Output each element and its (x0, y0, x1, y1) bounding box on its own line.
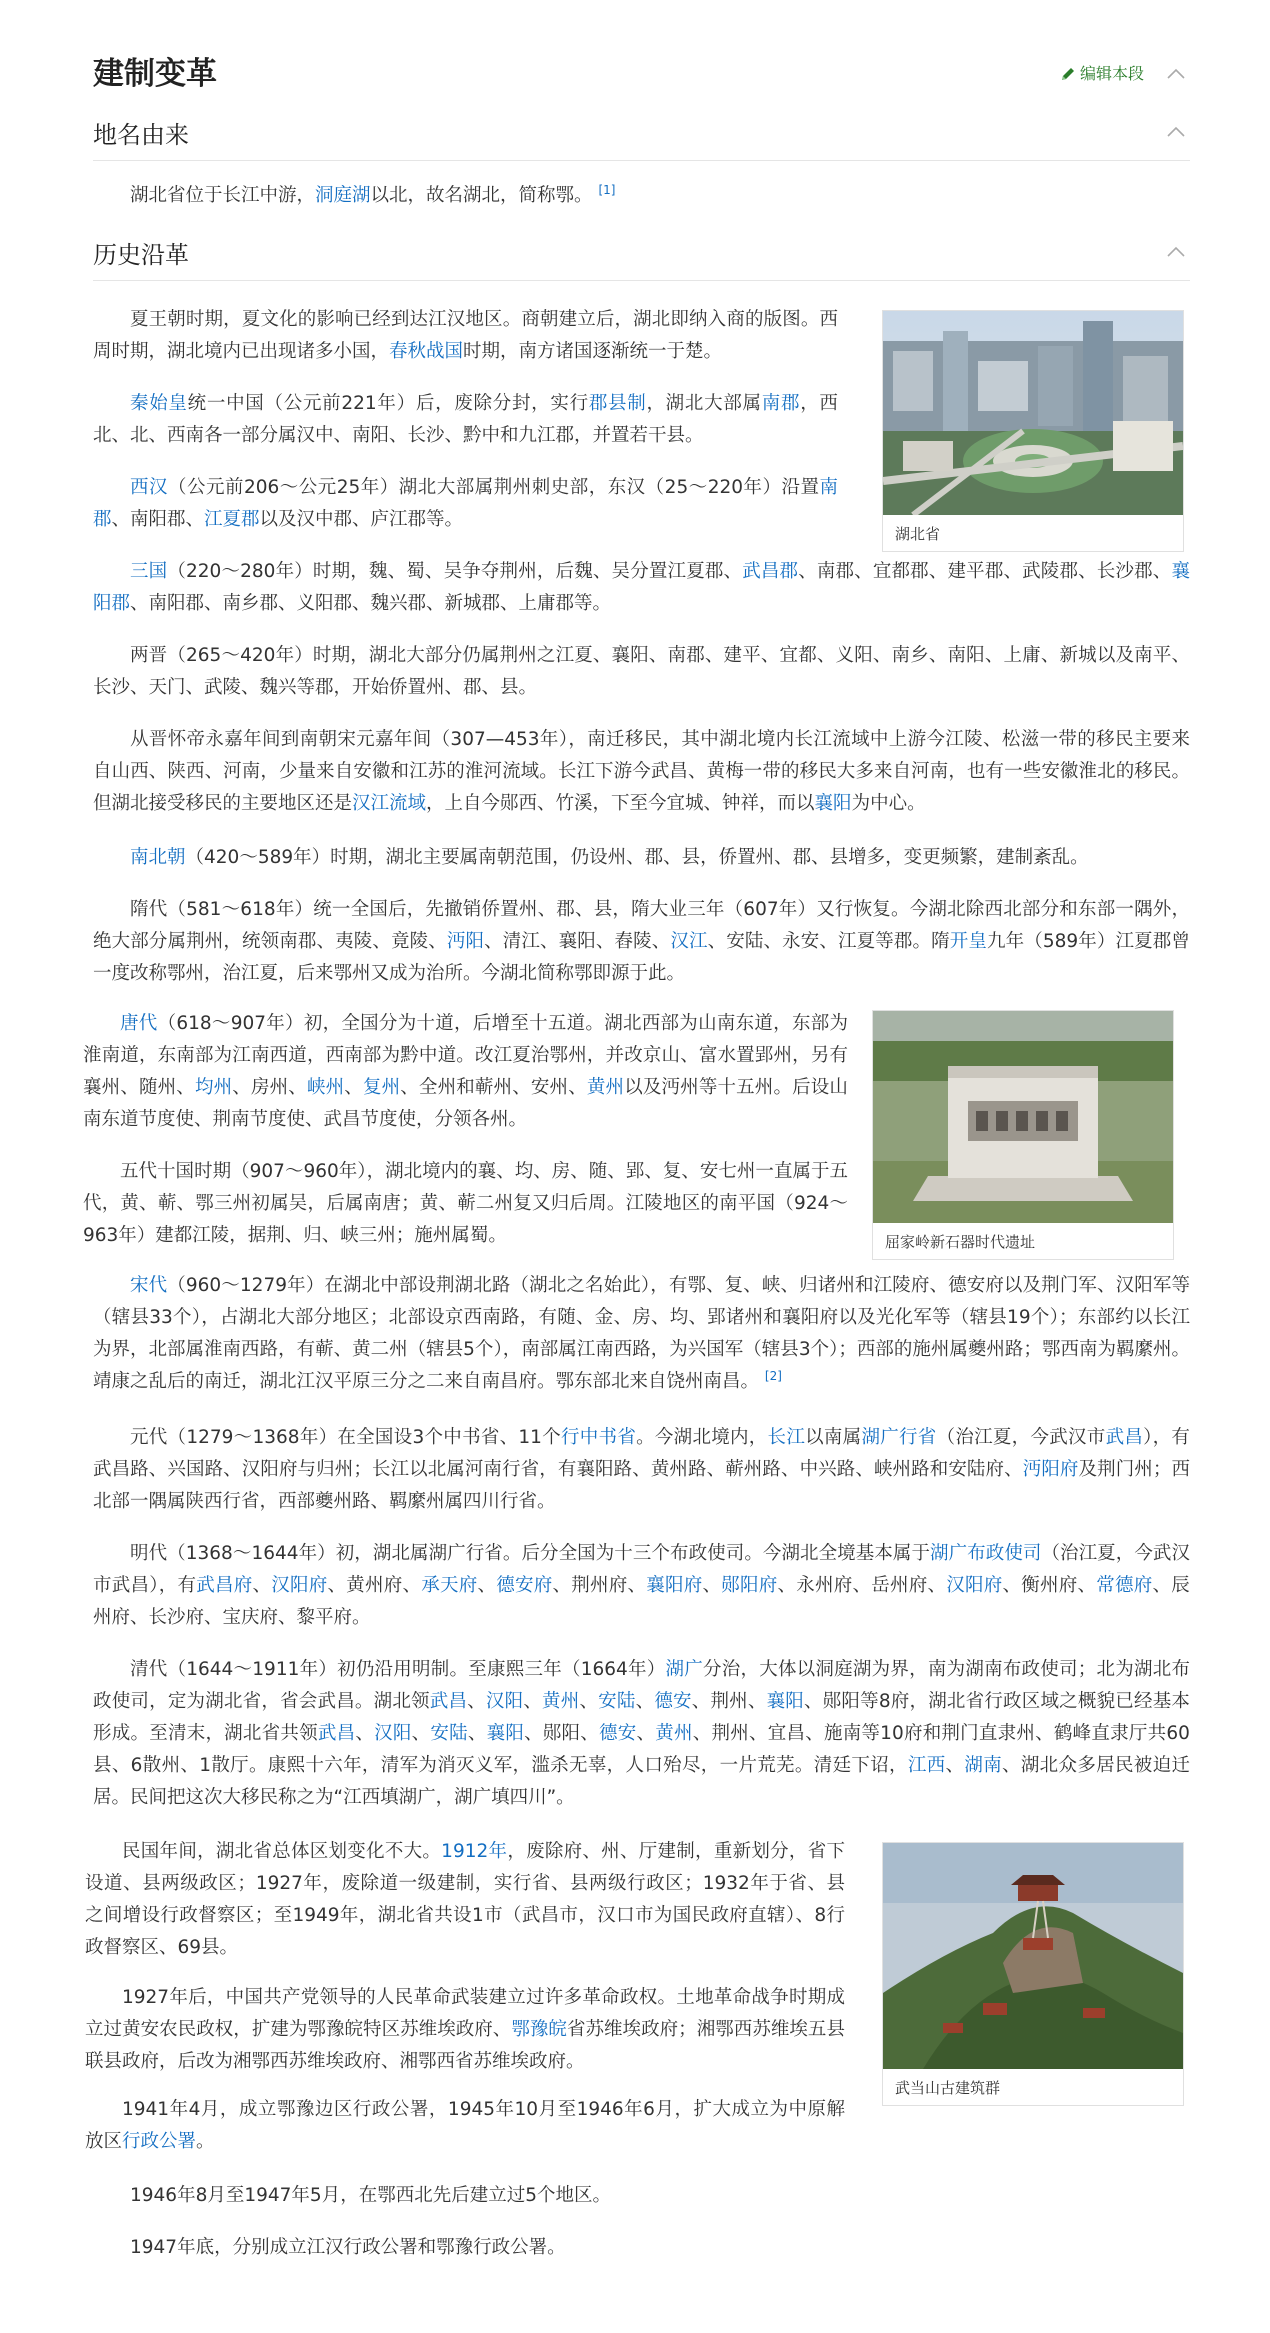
subsection-header-history (93, 232, 1190, 281)
link-qin-shi-huang[interactable]: 秦始皇 (130, 393, 188, 414)
link-xiazhou[interactable]: 峡州 (306, 1077, 345, 1098)
text: 民国年间，湖北省总体区划变化不大。 (122, 1841, 442, 1862)
text: （618～907年）初，全国分为十道，后增至十五道。湖北西部为山南东道，东部为淮南道，东南部为江南西道，西南部为黔中道。改江夏治鄂州，并改京山、富水置郢州，另有襄州、随州、 (83, 1013, 848, 1098)
text: ），有武昌路、兴国路、汉阳府与归州；长江以北属河南行省，有襄阳路、黄州路、蕲州路、中兴路、峡州路和安陆府、 (93, 1427, 1190, 1480)
text: 从晋怀帝永嘉年间到南朝宋元嘉年间（307—453年），南迁移民，其中湖北境内长江流域中上游今江陵、松滋一带的移民主要来自山西、陕西、河南，少量来自安徽和江苏的淮河流域。长江下游今武昌、黄梅一带的移民大多来自河南，也有一些安徽淮北的移民。但湖北接受移民的主要地区还是 (93, 729, 1190, 814)
text: 以南属 (805, 1427, 862, 1448)
figure-qujialing[interactable] (872, 1010, 1174, 1260)
link-song[interactable]: 宋代 (130, 1275, 168, 1296)
paragraph-migration (93, 724, 1190, 820)
text: 、 (355, 1723, 375, 1744)
text: 、 (467, 1691, 486, 1712)
paragraph-ming (93, 1538, 1190, 1634)
paragraph-1946: 1946年8月至1947年5月，在鄂西北先后建立过5个地区。 (130, 2185, 611, 2206)
link-xiangyang[interactable]: 襄阳郡 (93, 561, 1190, 614)
text: （220～280年）时期，魏、蜀、吴争夺荆州，后魏、吴分置江夏郡、 (167, 561, 743, 582)
text: 、 (467, 1723, 487, 1744)
link-hanyang-prefecture[interactable]: 汉阳府 (271, 1575, 328, 1596)
link-spring-autumn[interactable]: 春秋战国 (389, 341, 464, 362)
link-xiangyang[interactable]: 襄阳 (486, 1723, 525, 1744)
text: 、 (635, 1691, 655, 1712)
text: 以及汉中郡、庐江郡等。 (259, 509, 464, 530)
link-huguang-buzhengshisi[interactable]: 湖广布政使司 (930, 1543, 1042, 1564)
link-wuchang[interactable]: 武昌 (317, 1723, 356, 1744)
link-dean-prefecture[interactable]: 德安府 (496, 1575, 553, 1596)
text: 以北，故名湖北，简称鄂。 (370, 185, 593, 206)
link-three-kingdoms[interactable]: 三国 (130, 561, 168, 582)
reference-link[interactable]: [2] (764, 1368, 782, 1383)
link-yunyang-prefecture[interactable]: 郧阳府 (721, 1575, 778, 1596)
text: 为中心。 (851, 793, 926, 814)
text: 、 (702, 1575, 722, 1596)
link-fuzhou[interactable]: 复州 (362, 1077, 401, 1098)
text: 、黄州府、 (327, 1575, 422, 1596)
text: 、衡州府、 (1002, 1575, 1097, 1596)
text: 以及沔州等十五州。后设山南东道节度使、荆南节度使、武昌节度使，分领各州。 (83, 1077, 848, 1130)
chevron-up-icon[interactable] (1166, 126, 1186, 138)
text: 、 (411, 1723, 431, 1744)
image-wudang-buildings[interactable] (883, 1843, 1183, 2069)
reference-link[interactable]: [1] (598, 182, 616, 197)
page-title: 建制变革 (93, 56, 217, 92)
text: 、郧阳等8府，湖北省行政区域之概貌已经基本形成。至清末，湖北省共领 (93, 1691, 1190, 1744)
link-mianyang-prefecture[interactable]: 沔阳府 (1022, 1459, 1079, 1480)
monument-illustration (873, 1011, 1173, 1223)
link-xiangyang[interactable]: 襄阳 (766, 1691, 804, 1712)
link-dean[interactable]: 德安 (599, 1723, 637, 1744)
link-tang[interactable]: 唐代 (120, 1013, 158, 1034)
text: （420～589年）时期，湖北主要属南朝范围，仍设州、郡、县，侨置州、郡、县增多，变更频繁，建制紊乱。 (185, 847, 1089, 868)
text: ，废除府、州、厅建制，重新划分，省下设道、县两级政区；1927年，废除道一级建制，实行省、县两级行政区；1932年于省、县之间增设行政督察区；至1949年，湖北省共设1市（武昌市，汉口市为国民政府直辖）、8行政督察区、69县。 (85, 1841, 845, 1958)
paragraph-revolution (85, 1982, 845, 2078)
link-mianyang[interactable]: 沔阳 (446, 931, 485, 952)
image-qujialing-monument[interactable] (873, 1011, 1173, 1223)
text: 湖北省位于长江中游， (130, 185, 316, 206)
mountain-temple-illustration (883, 1843, 1183, 2069)
link-huangzhou[interactable]: 黄州 (542, 1691, 580, 1712)
paragraph-song (93, 1270, 1190, 1398)
text: 明代（1368～1644年）初，湖北属湖广行省。后分全国为十三个布政使司。今湖北全境基本属于 (130, 1543, 931, 1564)
subsection-title-history: 历史沿革 (93, 241, 189, 269)
text: 时期，南方诸国逐渐统一于楚。 (463, 341, 723, 362)
paragraph-sui (93, 894, 1190, 990)
text: 、南阳郡、 (111, 509, 205, 530)
link-jiangxi[interactable]: 江西 (907, 1755, 946, 1776)
text: 、荆州、宜昌、施南等10府和荆门直隶州、鹤峰直隶厅共60县、6散州、1散厅。康熙十六年，清军为消灭义军，滥杀无辜，人口殆尽，一片荒芜。清廷下诏， (93, 1723, 1190, 1776)
figure-caption: 屈家岭新石器时代遗址 (885, 1233, 1036, 1251)
link-wuchang-prefecture[interactable]: 武昌府 (196, 1575, 253, 1596)
text: 、荆州、 (691, 1691, 767, 1712)
link-junxian[interactable]: 郡县制 (588, 393, 647, 414)
text: ，上自今郧西、竹溪，下至今宜城、钟祥，而以 (426, 793, 815, 814)
link-eyuwan[interactable]: 鄂豫皖 (511, 2019, 567, 2040)
chevron-up-icon[interactable] (1166, 246, 1186, 258)
link-kaihuang[interactable]: 开皇 (949, 931, 987, 952)
subsection-title-origin: 地名由来 (93, 121, 189, 149)
text: 夏王朝时期，夏文化的影响已经到达江汉地区。商朝建立后，湖北即纳入商的版图。西周时期，湖北境内已出现诸多小国， (93, 309, 838, 362)
link-wuchang[interactable]: 武昌 (1105, 1427, 1144, 1448)
link-junzhou[interactable]: 均州 (194, 1077, 233, 1098)
text: 1941年4月，成立鄂豫边区行政公署，1945年10月至1946年6月，扩大成立为中原解放区 (85, 2099, 845, 2152)
edit-section-label: 编辑本段 (1079, 64, 1144, 83)
text: 、 (579, 1691, 599, 1712)
link-yangtze[interactable]: 长江 (767, 1427, 806, 1448)
paragraph-jin: 两晋（265～420年）时期，湖北大部分仍属荆州之江夏、襄阳、南郡、建平、宜都、义阳、南乡、南阳、上庸、新城以及南平、长沙、天门、武陵、魏兴等郡，开始侨置州、郡、县。 (93, 645, 1190, 698)
paragraph-five-dynasties: 五代十国时期（907～960年），湖北境内的襄、均、房、随、郢、复、安七州一直属于五代，黄、蕲、鄂三州初属吴，后属南唐；黄、蕲二州复又归后周。江陵地区的南平国（924～963年）建都江陵，据荆、归、峡三州；施州属蜀。 (83, 1161, 848, 1246)
paragraph-xia-shang (93, 304, 838, 368)
figure-caption: 武当山古建筑群 (895, 2079, 1001, 2097)
figure-hubei[interactable] (882, 310, 1184, 552)
text: 统一中国（公元前221年）后，废除分封，实行 (187, 393, 589, 414)
text: 元代（1279～1368年）在全国设3个中书省、11个 (130, 1427, 561, 1448)
text: （960～1279年）在湖北中部设荆湖北路（湖北之名始此），有鄂、复、峡、归诸州和江陵府、德安府以及荆门军、汉阳军等（辖县33个），占湖北大部分地区；北部设京西南路，有随、金、房、均、郢诸州和襄阳府以及光化军等（辖县19个）；东部约以长江为界，北部属淮南西路，有蕲、黄二州（辖县5个），南部属江南西路，为兴国军（辖县3个）；西部的施州属夔州路；鄂西南为羁縻州。靖康之乱后的南迁，湖北江汉平原三分之二来自南昌府。鄂东部北来自饶州南昌。 (93, 1275, 1190, 1392)
paragraph-southern-northern (93, 842, 1190, 874)
paragraph-three-kingdoms (93, 556, 1190, 620)
link-huguang-province[interactable]: 湖广行省 (861, 1427, 937, 1448)
city-aerial-illustration (883, 311, 1183, 515)
paragraph-republic (85, 1836, 845, 1964)
paragraph-1947: 1947年底，分别成立江汉行政公署和鄂豫行政公署。 (130, 2237, 566, 2258)
text: 、 (523, 1691, 543, 1712)
link-hanyang-prefecture[interactable]: 汉阳府 (946, 1575, 1003, 1596)
text: 、 (945, 1755, 965, 1776)
text: 、郧阳、 (524, 1723, 600, 1744)
figure-wudang[interactable] (882, 1842, 1184, 2106)
link-southern-northern-dynasties[interactable]: 南北朝 (130, 847, 186, 868)
text: 。 (196, 2131, 215, 2152)
link-wuchang[interactable]: 武昌郡 (742, 561, 799, 582)
link-huangzhou[interactable]: 黄州 (655, 1723, 693, 1744)
text: 、南阳郡、南乡郡、义阳郡、魏兴郡、新城郡、上庸郡等。 (130, 593, 612, 614)
link-hunan[interactable]: 湖南 (964, 1755, 1003, 1776)
link-chengtian-prefecture[interactable]: 承天府 (421, 1575, 478, 1596)
text: 。今湖北境内， (636, 1427, 768, 1448)
chevron-up-icon[interactable] (1166, 68, 1186, 80)
link-wuchang[interactable]: 武昌 (429, 1691, 468, 1712)
link-hanjiang[interactable]: 汉江 (670, 931, 708, 952)
link-hanjiang-basin[interactable]: 汉江流域 (352, 793, 427, 814)
paragraph-qing (93, 1654, 1190, 1814)
link-xiangyang-prefecture[interactable]: 襄阳府 (646, 1575, 703, 1596)
text: 、 (636, 1723, 656, 1744)
link-xingzhongshusheng[interactable]: 行中书省 (561, 1427, 637, 1448)
paragraph-qin (93, 388, 838, 452)
text: 、房州、 (232, 1077, 307, 1098)
text: 、永州府、岳州府、 (777, 1575, 947, 1596)
text: （治江夏，今武汉市 (936, 1427, 1106, 1448)
link-anlu[interactable]: 安陆 (598, 1691, 636, 1712)
text: 隋代（581～618年）统一全国后，先撤销侨置州、郡、县，隋大业三年（607年）又行恢复。今湖北除西北部分和东部一隅外，绝大部分属荆州，统领南郡、夷陵、竟陵、 (93, 899, 1190, 952)
paragraph-yuan (93, 1422, 1190, 1518)
link-administrative-office[interactable]: 行政公署 (122, 2131, 197, 2152)
link-hanyang[interactable]: 汉阳 (374, 1723, 412, 1744)
image-hubei-city[interactable] (883, 311, 1183, 515)
edit-section-button[interactable] (1060, 62, 1144, 86)
link-changde-prefecture[interactable]: 常德府 (1096, 1575, 1153, 1596)
link-xiangyang[interactable]: 襄阳 (814, 793, 852, 814)
text: 省苏维埃政府；湘鄂西苏维埃五县联县政府，后改为湘鄂西苏维埃政府、湘鄂西省苏维埃政府。 (85, 2019, 845, 2072)
text: 1927年后，中国共产党领导的人民革命武装建立过许多革命政权。土地革命战争时期成立过黄安农民政权，扩建为鄂豫皖特区苏维埃政府、 (85, 1987, 845, 2040)
figure-caption: 湖北省 (895, 525, 941, 543)
text: 、荆州府、 (552, 1575, 647, 1596)
link-huguang[interactable]: 湖广 (665, 1659, 703, 1680)
paragraph-tang (83, 1008, 848, 1136)
text: 、辰州府、长沙府、宝庆府、黎平府。 (93, 1575, 1190, 1628)
link-dean[interactable]: 德安 (654, 1691, 692, 1712)
paragraph-origin (93, 180, 1190, 212)
link-anlu[interactable]: 安陆 (430, 1723, 468, 1744)
text: 、南郡、宜都郡、建平郡、武陵郡、长沙郡、 (798, 561, 1172, 582)
link-huangzhou[interactable]: 黄州 (586, 1077, 625, 1098)
text: 清代（1644～1911年）初仍沿用明制。至康熙三年（1664年） (130, 1659, 666, 1680)
text: ，西北、北、西南各一部分属汉中、南阳、长沙、黔中和九江郡，并置若干县。 (93, 393, 838, 446)
link-nanjun[interactable]: 南郡 (761, 393, 801, 414)
text: 、 (344, 1077, 363, 1098)
link-jiangxia[interactable]: 江夏郡 (204, 509, 260, 530)
text: 、全州和蕲州、安州、 (400, 1077, 587, 1098)
text: 、安陆、永安、江夏等郡。隋 (707, 931, 950, 952)
text: 及荆门州；西北部一隅属陕西行省，西部夔州路、羁縻州属四川行省。 (93, 1459, 1190, 1512)
pencil-icon (1060, 66, 1076, 82)
text: 、湖北众多居民被迫迁居。民间把这次大移民称之为“江西填湖广，湖广填四川”。 (93, 1755, 1190, 1808)
text: 、 (477, 1575, 497, 1596)
link-hanyang[interactable]: 汉阳 (485, 1691, 524, 1712)
section-header (93, 48, 1190, 104)
paragraph-1941 (85, 2094, 845, 2158)
link-dongting-lake[interactable]: 洞庭湖 (315, 185, 371, 206)
text: 、 (252, 1575, 272, 1596)
text: 九年（589年）江夏郡曾一度改称鄂州，治江夏，后来鄂州又成为治所。今湖北简称鄂即源于此。 (93, 931, 1190, 984)
text: 分治，大体以洞庭湖为界，南为湖南布政使司；北为湖北布政使司，定为湖北省，省会武昌。湖北领 (93, 1659, 1190, 1712)
paragraph-han (93, 472, 838, 536)
link-1912[interactable]: 1912年 (441, 1841, 508, 1862)
link-nanjun[interactable]: 南郡 (93, 477, 838, 530)
text: （治江夏，今武汉市武昌），有 (93, 1543, 1190, 1596)
text: ，湖北大部属 (646, 393, 762, 414)
subsection-header-origin (93, 112, 1190, 161)
link-western-han[interactable]: 西汉 (130, 477, 168, 498)
text: 、清江、襄阳、舂陵、 (484, 931, 671, 952)
text: （公元前206～公元25年）湖北大部属荆州刺史部，东汉（25～220年）沿置 (168, 477, 820, 498)
